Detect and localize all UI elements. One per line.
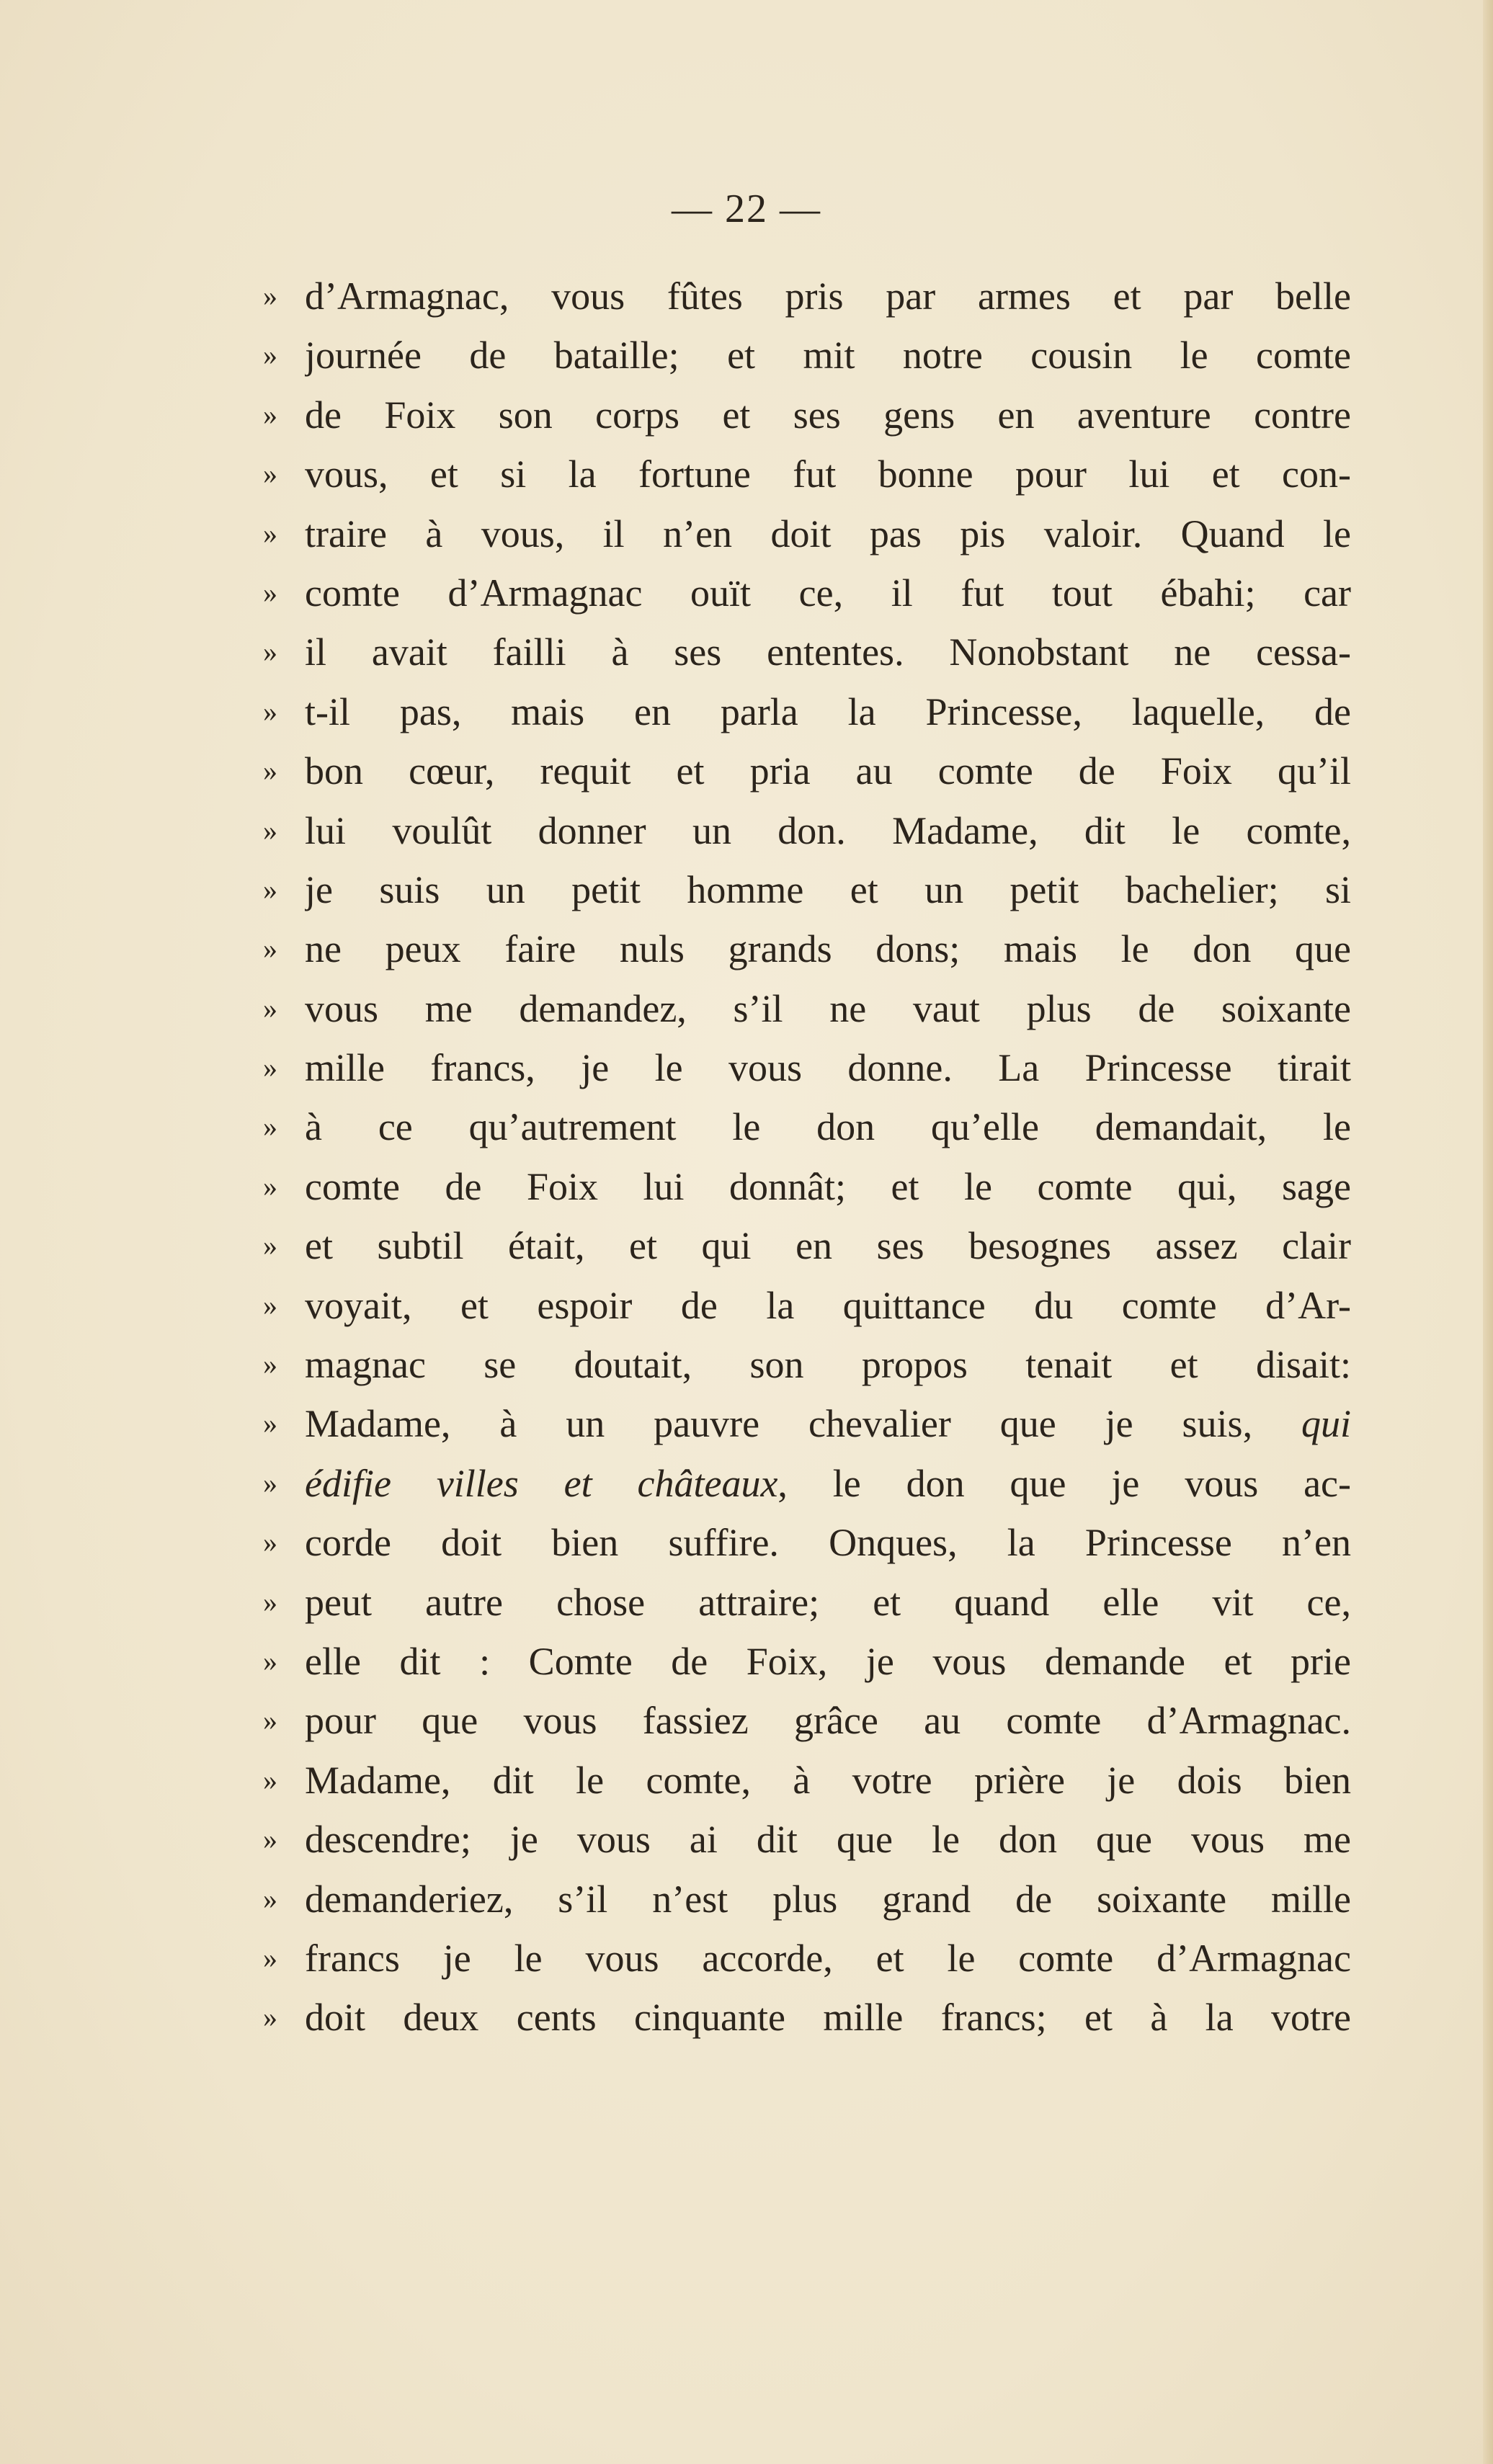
quote-mark: » xyxy=(263,1407,277,1440)
line-text: comte de Foix lui donnât; et le comte qui, sage xyxy=(305,1164,1351,1208)
quote-mark: » xyxy=(263,754,277,787)
line-text xyxy=(305,1394,1351,1453)
quote-mark: » xyxy=(263,1110,277,1143)
text-line xyxy=(263,1573,1351,1632)
text-line xyxy=(263,1216,1351,1275)
quote-mark: » xyxy=(263,1288,277,1321)
line-text: lui voulût donner un don. Madame, dit le comte, xyxy=(305,808,1351,852)
line-text: à ce qu’autrement le don qu’elle demandait, le xyxy=(305,1105,1351,1149)
text-line xyxy=(263,1632,1351,1691)
text-line xyxy=(263,267,1351,326)
line-text: journée de bataille; et mit notre cousin le comte xyxy=(305,334,1351,378)
line-text: peut autre chose attraire; et quand elle vit ce, xyxy=(305,1580,1351,1624)
quote-mark: » xyxy=(263,576,277,609)
quote-mark: » xyxy=(263,932,277,965)
line-text: vous, et si la fortune fut bonne pour lui et con- xyxy=(305,452,1351,496)
quote-mark: » xyxy=(263,991,277,1025)
line-text: vous me demandez, s’il ne vaut plus de soixante xyxy=(305,986,1351,1030)
quote-mark: » xyxy=(263,1644,277,1677)
line-text: Madame, dit le comte, à votre prière je dois bien xyxy=(305,1758,1351,1802)
text-block xyxy=(263,267,1351,2048)
text-line xyxy=(263,385,1351,445)
quote-mark: » xyxy=(263,635,277,669)
quote-mark: » xyxy=(263,1169,277,1202)
line-text: descendre; je vous ai dit que le don que vous me xyxy=(305,1818,1351,1862)
page-number: — 22 — xyxy=(672,187,821,231)
text-line xyxy=(263,1751,1351,1810)
quote-mark: » xyxy=(263,1941,277,1974)
quote-mark: » xyxy=(263,1704,277,1737)
line-text: mille francs, je le vous donne. La Princesse tirait xyxy=(305,1046,1351,1090)
text-line xyxy=(263,801,1351,860)
text-line xyxy=(263,919,1351,978)
line-text: voyait, et espoir de la quittance du comte d’Ar- xyxy=(305,1283,1351,1327)
line-text: t-il pas, mais en parla la Princesse, laquelle, de xyxy=(305,689,1351,733)
text-line xyxy=(263,563,1351,622)
text-line xyxy=(263,979,1351,1038)
line-text: corde doit bien suffire. Onques, la Princesse n’en xyxy=(305,1521,1351,1565)
line-text: magnac se doutait, son propos tenait et disait: xyxy=(305,1343,1351,1387)
quote-mark: » xyxy=(263,339,277,372)
text-line xyxy=(263,682,1351,741)
text-line xyxy=(263,1097,1351,1156)
text-line xyxy=(263,1454,1351,1513)
quote-mark: » xyxy=(263,280,277,312)
line-text-roman: , le don que je vous ac- xyxy=(777,1461,1351,1505)
line-text: je suis un petit homme et un petit bachelier; si xyxy=(305,867,1351,911)
text-line xyxy=(263,1691,1351,1750)
line-text: traire à vous, il n’en doit pas pis valoir. Quand le xyxy=(305,512,1351,555)
quote-mark: » xyxy=(263,872,277,906)
text-line xyxy=(263,622,1351,682)
quote-mark: » xyxy=(263,1348,277,1381)
text-line xyxy=(263,1276,1351,1335)
line-text-italic: édifie villes et châteaux xyxy=(305,1461,778,1505)
line-text: comte d’Armagnac ouït ce, il fut tout ébahi; car xyxy=(305,571,1351,615)
line-text: et subtil était, et qui en ses besognes assez clair xyxy=(305,1224,1351,1268)
line-text: doit deux cents cinquante mille francs; et à la votre xyxy=(305,1996,1351,2040)
line-text: ne peux faire nuls grands dons; mais le don que xyxy=(305,927,1351,971)
quote-mark: » xyxy=(263,517,277,550)
quote-mark: » xyxy=(263,1882,277,1915)
line-text-roman: Madame, à un pauvre chevalier que je suis, xyxy=(305,1402,1253,1446)
quote-mark: » xyxy=(263,813,277,847)
quote-mark: » xyxy=(263,1229,277,1262)
quote-mark: » xyxy=(263,1763,277,1796)
line-text: il avait failli à ses ententes. Nonobstant ne cessa- xyxy=(305,630,1351,674)
quote-mark: » xyxy=(263,2001,277,2034)
quote-mark: » xyxy=(263,457,277,491)
page-edge xyxy=(1483,0,1493,2464)
line-text xyxy=(305,1454,1351,1513)
text-line xyxy=(263,1157,1351,1216)
text-line xyxy=(263,1929,1351,1988)
text-line xyxy=(263,445,1351,504)
text-line xyxy=(263,326,1351,385)
text-line xyxy=(263,1394,1351,1453)
line-text-italic: qui xyxy=(1301,1402,1351,1446)
line-text: demanderiez, s’il n’est plus grand de soixante mille xyxy=(305,1877,1351,1921)
text-line xyxy=(263,1870,1351,1929)
quote-mark: » xyxy=(263,1466,277,1499)
text-line xyxy=(263,504,1351,563)
line-text: d’Armagnac, vous fûtes pris par armes et par belle xyxy=(305,274,1351,318)
quote-mark: » xyxy=(263,695,277,728)
text-line xyxy=(263,1988,1351,2047)
text-line xyxy=(263,1513,1351,1572)
quote-mark: » xyxy=(263,1051,277,1084)
line-text: bon cœur, requit et pria au comte de Foix qu’il xyxy=(305,749,1351,793)
line-text: elle dit : Comte de Foix, je vous demande et prie xyxy=(305,1639,1351,1683)
text-line xyxy=(263,1810,1351,1869)
text-line xyxy=(263,741,1351,800)
text-line xyxy=(263,1335,1351,1394)
quote-mark: » xyxy=(263,1526,277,1559)
quote-mark: » xyxy=(263,1585,277,1618)
text-line xyxy=(263,860,1351,919)
quote-mark: » xyxy=(263,1823,277,1856)
text-line xyxy=(263,1038,1351,1097)
line-text: pour que vous fassiez grâce au comte d’Armagnac. xyxy=(305,1699,1351,1743)
quote-mark: » xyxy=(263,398,277,431)
line-text: de Foix son corps et ses gens en aventure contre xyxy=(305,393,1351,437)
line-text: francs je le vous accorde, et le comte d’Armagnac xyxy=(305,1936,1351,1980)
